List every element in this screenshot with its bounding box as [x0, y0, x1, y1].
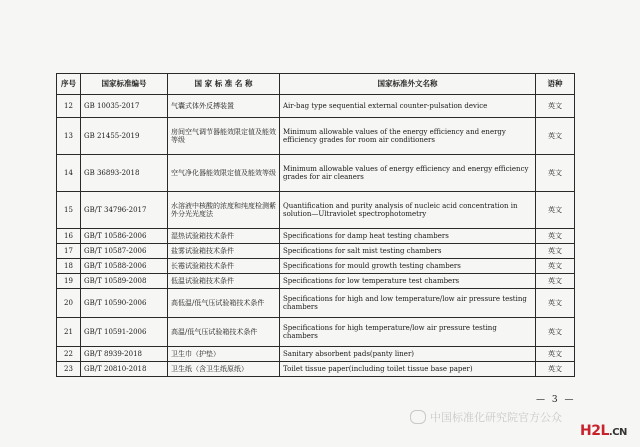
- row-code: GB 10035-2017: [81, 95, 168, 118]
- logo-suffix: .CN: [608, 427, 627, 438]
- row-en-name: Specifications for low temperature test chambers: [280, 274, 536, 289]
- row-lang: 英文: [536, 318, 575, 347]
- table-row: [57, 244, 575, 259]
- row-code: GB/T 10591-2006: [81, 318, 168, 347]
- row-code: GB/T 20810-2018: [81, 362, 168, 377]
- logo-text: H2L: [580, 423, 609, 439]
- row-no: 15: [57, 192, 81, 229]
- row-no: 14: [57, 155, 81, 192]
- row-no: 18: [57, 259, 81, 274]
- row-cn-name: 盐雾试验箱技术条件: [168, 244, 280, 259]
- table-row: [57, 155, 575, 192]
- table-row: [57, 274, 575, 289]
- row-code: GB/T 10588-2006: [81, 259, 168, 274]
- wechat-icon: [410, 410, 426, 424]
- row-no: 12: [57, 95, 81, 118]
- row-en-name: Specifications for mould growth testing chambers: [280, 259, 536, 274]
- watermark: [410, 409, 562, 425]
- row-no: 13: [57, 118, 81, 155]
- page-number: — 3 —: [536, 395, 576, 405]
- row-en-name: Quantification and purity analysis of nucleic acid concentration in solution—Ultraviolet spectrophotometry: [280, 192, 536, 229]
- table-row: [57, 192, 575, 229]
- row-no: 20: [57, 289, 81, 318]
- row-code: GB/T 10589-2008: [81, 274, 168, 289]
- table-row: [57, 118, 575, 155]
- row-no: 19: [57, 274, 81, 289]
- row-cn-name: 高温/低气压试验箱技术条件: [168, 318, 280, 347]
- header-no: 序号: [57, 74, 81, 95]
- standards-table: [56, 73, 575, 377]
- row-lang: 英文: [536, 95, 575, 118]
- row-lang: 英文: [536, 118, 575, 155]
- header-lang: 语种: [536, 74, 575, 95]
- row-cn-name: 水溶液中核酸的浓度和纯度检测紫外分光光度法: [168, 192, 280, 229]
- row-cn-name: 长霉试验箱技术条件: [168, 259, 280, 274]
- row-code: GB/T 10590-2006: [81, 289, 168, 318]
- row-cn-name: 高低温/低气压试验箱技术条件: [168, 289, 280, 318]
- table-row: [57, 259, 575, 274]
- row-no: 22: [57, 347, 81, 362]
- row-lang: 英文: [536, 347, 575, 362]
- row-lang: 英文: [536, 259, 575, 274]
- row-cn-name: 湿热试验箱技术条件: [168, 229, 280, 244]
- row-en-name: Toilet tissue paper(including toilet tissue base paper): [280, 362, 536, 377]
- row-en-name: Sanitary absorbent pads(panty liner): [280, 347, 536, 362]
- table-row: [57, 229, 575, 244]
- row-en-name: Air-bag type sequential external counter-pulsation device: [280, 95, 536, 118]
- row-cn-name: 卫生纸（含卫生纸原纸）: [168, 362, 280, 377]
- row-en-name: Minimum allowable values of the energy efficiency and energy efficiency grades for room air conditioners: [280, 118, 536, 155]
- row-lang: 英文: [536, 362, 575, 377]
- site-logo: [580, 423, 627, 439]
- watermark-text: 中国标准化研究院官方公众: [430, 411, 562, 424]
- row-cn-name: 空气净化器能效限定值及能效等级: [168, 155, 280, 192]
- header-cn-name: 国 家 标 准 名 称: [168, 74, 280, 95]
- row-cn-name: 气囊式体外反搏装置: [168, 95, 280, 118]
- header-en-name: 国家标准外文名称: [280, 74, 536, 95]
- row-no: 21: [57, 318, 81, 347]
- row-code: GB/T 34796-2017: [81, 192, 168, 229]
- table-row: [57, 347, 575, 362]
- row-code: GB 21455-2019: [81, 118, 168, 155]
- table-row: [57, 362, 575, 377]
- row-en-name: Specifications for salt mist testing chambers: [280, 244, 536, 259]
- row-code: GB/T 10586-2006: [81, 229, 168, 244]
- header-code: 国家标准编号: [81, 74, 168, 95]
- row-no: 17: [57, 244, 81, 259]
- row-no: 23: [57, 362, 81, 377]
- row-en-name: Specifications for high and low temperature/low air pressure testing chambers: [280, 289, 536, 318]
- row-en-name: Specifications for high temperature/low air pressure testing chambers: [280, 318, 536, 347]
- row-lang: 英文: [536, 155, 575, 192]
- row-en-name: Specifications for damp heat testing chambers: [280, 229, 536, 244]
- row-lang: 英文: [536, 229, 575, 244]
- row-code: GB/T 10587-2006: [81, 244, 168, 259]
- row-lang: 英文: [536, 289, 575, 318]
- row-en-name: Minimum allowable values of energy efficiency and energy efficiency grades for air cleaners: [280, 155, 536, 192]
- table-row: [57, 289, 575, 318]
- row-lang: 英文: [536, 244, 575, 259]
- row-lang: 英文: [536, 192, 575, 229]
- table-row: [57, 318, 575, 347]
- row-lang: 英文: [536, 274, 575, 289]
- row-cn-name: 卫生巾（护垫）: [168, 347, 280, 362]
- row-code: GB 36893-2018: [81, 155, 168, 192]
- row-no: 16: [57, 229, 81, 244]
- row-code: GB/T 8939-2018: [81, 347, 168, 362]
- row-cn-name: 房间空气调节器能效限定值及能效等级: [168, 118, 280, 155]
- row-cn-name: 低温试验箱技术条件: [168, 274, 280, 289]
- table-row: [57, 95, 575, 118]
- table-header-row: [57, 74, 575, 95]
